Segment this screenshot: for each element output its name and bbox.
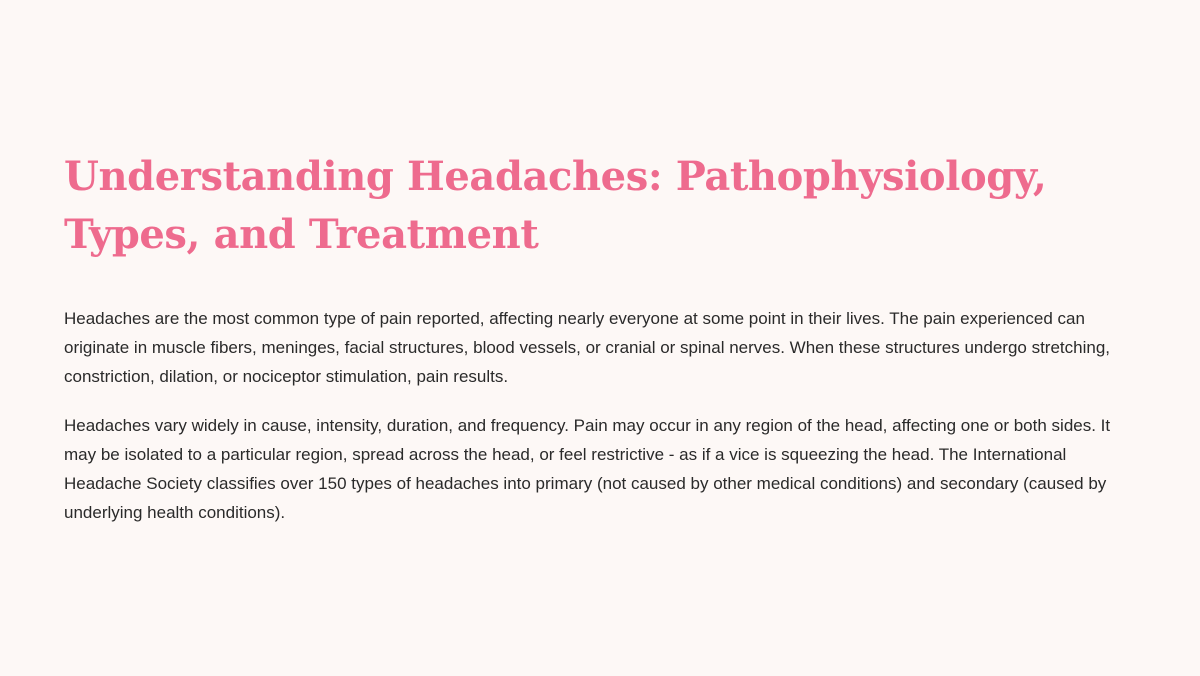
slide-content <box>64 148 1144 527</box>
body-paragraph-2: Headaches vary widely in cause, intensity, duration, and frequency. Pain may occur in any region of the head, affecting one or both sides. It may be isolated to a particular region, spread across the head, or feel restrictive - as if a vice is squeezing the head. The International Headache Society classifies over 150 types of headaches into primary (not caused by other medical conditions) and secondary (caused by underlying health conditions). <box>64 416 1111 522</box>
slide-title: Understanding Headaches: Pathophysiology, Types, and Treatment <box>64 153 1047 258</box>
body-paragraph-1: Headaches are the most common type of pain reported, affecting nearly everyone at some point in their lives. The pain experienced can originate in muscle fibers, meninges, facial structures, blood vessels, or cranial or spinal nerves. When these structures undergo stretching, constriction, dilation, or nociceptor stimulation, pain results. <box>64 309 1110 386</box>
